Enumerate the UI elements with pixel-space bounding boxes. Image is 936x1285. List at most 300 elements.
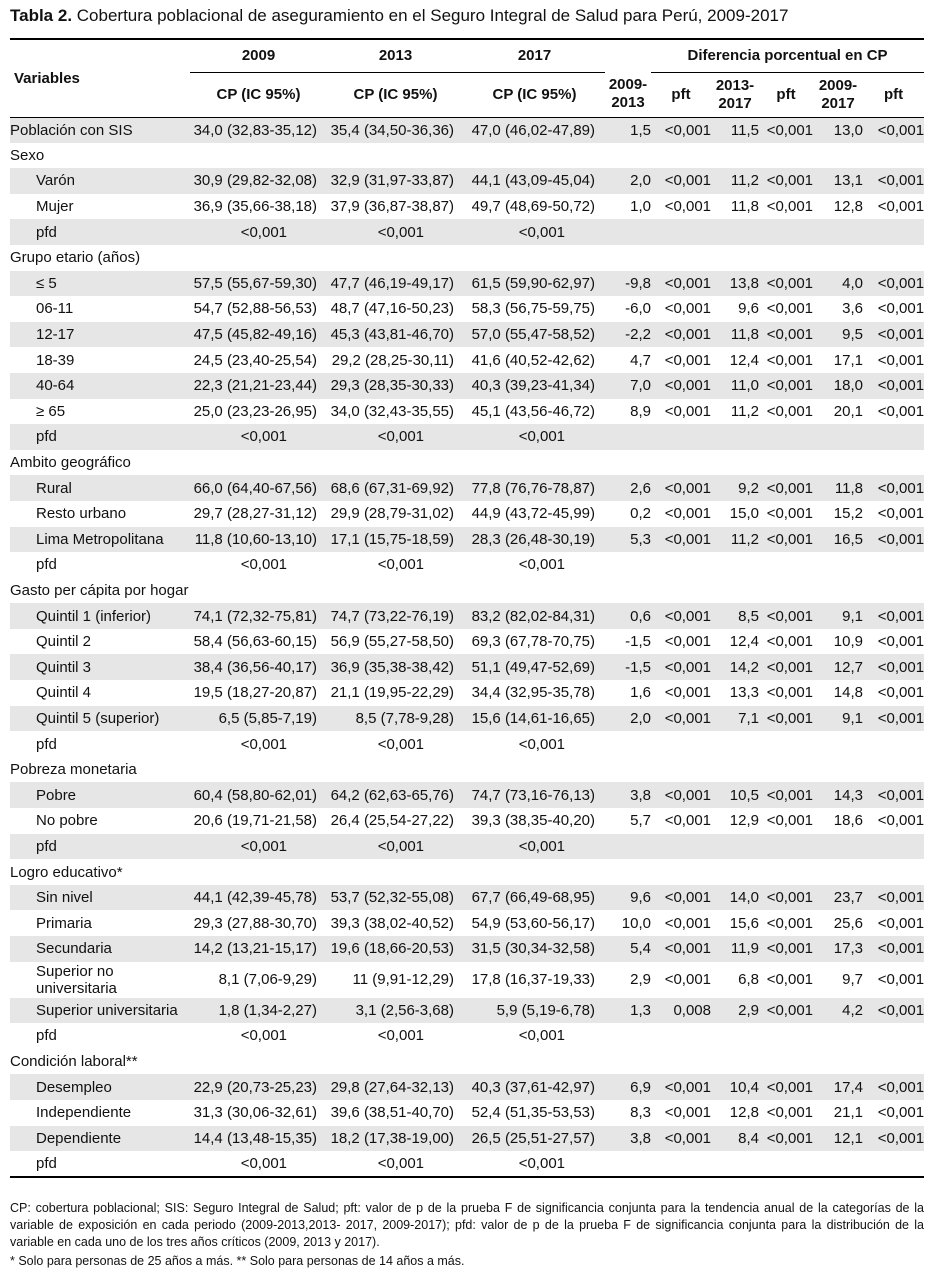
pft-cell: <0,001 (651, 782, 711, 808)
row-label: Grupo etario (años) (10, 249, 141, 267)
row-label: Sin nivel (10, 885, 190, 911)
diff-cell: 0,6 (605, 603, 651, 629)
cp-cell: 45,3 (43,81-46,70) (327, 322, 464, 348)
pft-cell: <0,001 (759, 654, 813, 680)
header-variables: Variables (10, 39, 190, 117)
diff-cell: 11,2 (711, 527, 759, 553)
cp-cell: 11,8 (10,60-13,10) (190, 527, 327, 553)
pft-cell: <0,001 (863, 373, 924, 399)
diff-cell: 11,8 (813, 475, 863, 501)
pfd-cell: <0,001 (518, 1027, 565, 1045)
diff-cell: 9,2 (711, 475, 759, 501)
row-label: pfd (36, 1027, 57, 1045)
diff-cell: 12,8 (833, 198, 863, 216)
cp-cell: 64,2 (62,63-65,76) (327, 782, 464, 808)
pft-cell: <0,001 (664, 812, 711, 830)
cp-cell: 83,2 (82,02-84,31) (464, 603, 605, 629)
table-row (10, 962, 924, 998)
cp-cell: 74,1 (72,32-75,81) (190, 603, 327, 629)
cp-cell: 61,5 (59,90-62,97) (464, 271, 605, 297)
header-d2: 2013-2017 (715, 76, 755, 112)
diff-cell: 15,2 (833, 505, 863, 523)
cp-cell: 36,9 (35,38-38,42) (327, 654, 464, 680)
diff-cell: 2,0 (605, 706, 651, 732)
diff-cell: 12,9 (729, 812, 759, 830)
pft-cell: <0,001 (863, 936, 924, 962)
cp-cell: 29,2 (28,25-30,11) (331, 351, 454, 369)
table-row (10, 194, 924, 220)
cp-cell: 1,8 (1,34-2,27) (190, 998, 327, 1024)
cp-cell: 17,8 (16,37-19,33) (471, 971, 595, 989)
row-label: Ambito geográfico (10, 454, 131, 472)
pfd-cell: <0,001 (190, 219, 327, 245)
pft-cell: <0,001 (863, 706, 924, 732)
cp-cell: 49,7 (48,69-50,72) (471, 198, 595, 216)
diff-cell: 11,8 (711, 322, 759, 348)
pft-cell: <0,001 (863, 117, 924, 143)
header-d1: 2009-2013 (608, 76, 648, 112)
pfd-cell: <0,001 (240, 735, 287, 753)
diff-cell: 2,9 (630, 971, 651, 989)
pft-cell: <0,001 (766, 812, 813, 830)
pft-cell: <0,001 (651, 885, 711, 911)
cp-cell: 40,3 (37,61-42,97) (464, 1074, 605, 1100)
pfd-row (10, 219, 924, 245)
group-row (10, 245, 924, 271)
pft-cell: <0,001 (766, 300, 813, 318)
pft-cell: <0,001 (664, 971, 711, 989)
cp-cell: 29,3 (27,88-30,70) (193, 914, 317, 932)
row-label: ≥ 65 (36, 402, 66, 420)
pft-cell: <0,001 (863, 1126, 924, 1152)
diff-cell: 3,6 (842, 300, 863, 318)
pfd-cell: <0,001 (518, 556, 565, 574)
diff-cell: 8,9 (630, 402, 651, 420)
row-label: 06-11 (36, 300, 74, 318)
pft-cell: <0,001 (863, 322, 924, 348)
pft-cell: <0,001 (759, 322, 813, 348)
cp-cell: 41,6 (40,52-42,62) (471, 351, 595, 369)
table-row (10, 885, 924, 911)
diff-cell: 4,0 (813, 271, 863, 297)
diff-cell: 13,1 (813, 168, 863, 194)
pft-cell: <0,001 (863, 475, 924, 501)
row-label: Lima Metropolitana (10, 527, 190, 553)
pft-cell: <0,001 (863, 885, 924, 911)
diff-cell: 12,1 (813, 1126, 863, 1152)
diff-cell: 13,0 (813, 117, 863, 143)
cp-cell: 3,1 (2,56-3,68) (327, 998, 464, 1024)
pft-cell: <0,001 (877, 351, 925, 369)
cp-cell: 53,7 (52,32-55,08) (327, 885, 464, 911)
group-row (10, 859, 924, 885)
cp-cell: 54,9 (53,60-56,17) (471, 914, 595, 932)
diff-cell: 8,5 (711, 603, 759, 629)
table-row (10, 910, 924, 936)
diff-cell: 10,4 (711, 1074, 759, 1100)
diff-cell: 18,0 (813, 373, 863, 399)
cp-cell: 34,4 (32,95-35,78) (471, 684, 595, 702)
cp-cell: 29,3 (28,35-30,33) (327, 373, 464, 399)
pft-cell: <0,001 (759, 117, 813, 143)
row-label: Pobre (10, 782, 190, 808)
diff-cell: 8,3 (630, 1104, 651, 1122)
cp-cell: 74,7 (73,22-76,19) (327, 603, 464, 629)
cp-cell: 14,2 (13,21-15,17) (190, 936, 327, 962)
pfd-row (10, 1151, 924, 1177)
cp-cell: 48,7 (47,16-50,23) (330, 300, 454, 318)
diff-cell: -1,5 (625, 633, 651, 651)
pfd-cell: <0,001 (190, 424, 327, 450)
pfd-row (10, 552, 924, 578)
pfd-cell: <0,001 (518, 1154, 565, 1172)
pfd-cell: <0,001 (377, 735, 424, 753)
diff-cell: 10,9 (833, 633, 863, 651)
pfd-cell: <0,001 (240, 556, 287, 574)
cp-cell: 26,4 (25,54-27,22) (330, 812, 454, 830)
cp-cell: 44,9 (43,72-45,99) (471, 505, 595, 523)
cp-cell: 58,4 (56,63-60,15) (193, 633, 317, 651)
cp-cell: 24,5 (23,40-25,54) (193, 351, 317, 369)
diff-cell: 9,5 (813, 322, 863, 348)
diff-cell: 3,8 (605, 782, 651, 808)
pfd-cell: <0,001 (327, 424, 464, 450)
pft-cell: <0,001 (877, 812, 925, 830)
header-2013: 2013 (327, 39, 464, 72)
pft-cell: <0,001 (664, 402, 711, 420)
table-row (10, 808, 924, 834)
diff-cell: 11,2 (711, 168, 759, 194)
pft-cell: <0,001 (863, 527, 924, 553)
caption-text: Cobertura poblacional de aseguramiento en el Seguro Integral de Salud para Perú, 2009-2017 (72, 6, 789, 25)
row-label: Logro educativo* (10, 863, 123, 881)
row-label: Resto urbano (36, 505, 127, 523)
cp-cell: 44,1 (43,09-45,04) (464, 168, 605, 194)
footnote-2: * Solo para personas de 25 años a más. ** Solo para personas de 14 años a más. (10, 1254, 465, 1268)
group-row (10, 578, 924, 604)
diff-cell: 11,2 (730, 402, 759, 420)
cp-cell: 21,1 (19,95-22,29) (330, 684, 454, 702)
row-label: pfd (10, 834, 190, 860)
pft-cell: <0,001 (766, 971, 813, 989)
diff-cell: 9,1 (813, 706, 863, 732)
pft-cell: <0,001 (863, 603, 924, 629)
pfd-cell: <0,001 (377, 1027, 424, 1045)
pft-cell: <0,001 (877, 684, 925, 702)
diff-cell: 2,0 (605, 168, 651, 194)
pft-cell: <0,001 (651, 1126, 711, 1152)
diff-cell: 17,1 (833, 351, 863, 369)
row-label: Independiente (36, 1104, 132, 1122)
cp-cell: 22,3 (21,21-23,44) (190, 373, 327, 399)
diff-cell: 5,4 (605, 936, 651, 962)
diff-cell: 5,7 (630, 812, 651, 830)
cp-cell: 32,9 (31,97-33,87) (327, 168, 464, 194)
pfd-cell: <0,001 (464, 834, 605, 860)
pft-cell: <0,001 (766, 351, 813, 369)
diff-cell: 1,6 (630, 684, 651, 702)
pft-cell: <0,001 (766, 684, 813, 702)
pft-cell: <0,001 (651, 603, 711, 629)
diff-cell: 3,8 (605, 1126, 651, 1152)
diff-cell: 7,1 (711, 706, 759, 732)
cp-cell: 18,2 (17,38-19,00) (327, 1126, 464, 1152)
pfd-row (10, 731, 924, 757)
table-row (10, 936, 924, 962)
row-label: Quintil 1 (inferior) (10, 603, 190, 629)
cp-cell: 67,7 (66,49-68,95) (464, 885, 605, 911)
row-label: Superior universitaria (10, 998, 190, 1024)
table-row (10, 680, 924, 706)
cp-cell: 8,5 (7,78-9,28) (327, 706, 464, 732)
pfd-row (10, 834, 924, 860)
pft-cell: <0,001 (759, 782, 813, 808)
header-2009: 2009 (190, 39, 327, 72)
table-row (10, 501, 924, 527)
pfd-cell: <0,001 (327, 219, 464, 245)
diff-cell: 4,2 (813, 998, 863, 1024)
row-label: Condición laboral** (10, 1053, 138, 1071)
cp-cell: 40,3 (39,23-41,34) (464, 373, 605, 399)
pft-cell: <0,001 (759, 603, 813, 629)
pft-cell: <0,001 (664, 684, 711, 702)
diff-cell: -2,2 (605, 322, 651, 348)
diff-cell: 2,9 (711, 998, 759, 1024)
pfd-cell: <0,001 (464, 219, 605, 245)
diff-cell: 12,4 (729, 633, 759, 651)
diff-cell: -6,0 (625, 300, 651, 318)
header-p2: pft (776, 86, 796, 103)
row-label: Pobreza monetaria (10, 761, 137, 779)
row-label: No pobre (36, 812, 98, 830)
row-label: Población con SIS (10, 117, 190, 143)
row-label: 40-64 (10, 373, 190, 399)
pft-cell: <0,001 (766, 198, 813, 216)
pft-cell: <0,001 (759, 706, 813, 732)
pft-cell: <0,001 (651, 168, 711, 194)
row-label: Sexo (10, 146, 45, 164)
pft-cell: <0,001 (759, 271, 813, 297)
cp-cell: 30,9 (29,82-32,08) (190, 168, 327, 194)
row-label: 12-17 (10, 322, 190, 348)
cp-cell: 47,7 (46,19-49,17) (327, 271, 464, 297)
pft-cell: <0,001 (759, 885, 813, 911)
row-label: pfd (36, 735, 57, 753)
table-row (10, 603, 924, 629)
pft-cell: <0,001 (877, 300, 925, 318)
row-label: Secundaria (10, 936, 190, 962)
cp-cell: 69,3 (67,78-70,75) (471, 633, 595, 651)
cp-cell: 37,9 (36,87-38,87) (330, 198, 454, 216)
diff-cell: 12,4 (729, 351, 759, 369)
table-row (10, 322, 924, 348)
row-label: 18-39 (36, 351, 75, 369)
header-diff: Diferencia porcentual en CP (651, 39, 924, 72)
header-row-1 (10, 39, 924, 72)
pft-cell: <0,001 (651, 322, 711, 348)
diff-cell: 9,6 (605, 885, 651, 911)
diff-cell: 6,8 (738, 971, 759, 989)
pfd-row (10, 1023, 924, 1049)
pfd-cell: <0,001 (240, 1027, 287, 1045)
diff-cell: 11,5 (711, 117, 759, 143)
diff-cell: 14,2 (711, 654, 759, 680)
row-label: Quintil 2 (36, 633, 92, 651)
cp-cell: 15,6 (14,61-16,65) (464, 706, 605, 732)
table-row (10, 1100, 924, 1126)
group-row (10, 143, 924, 169)
pft-cell: <0,001 (664, 633, 711, 651)
diff-cell: 25,6 (833, 914, 863, 932)
cp-cell: 29,8 (27,64-32,13) (327, 1074, 464, 1100)
diff-cell: 10,5 (711, 782, 759, 808)
table-row (10, 373, 924, 399)
pft-cell: <0,001 (759, 168, 813, 194)
group-row (10, 1049, 924, 1075)
cp-cell: 68,6 (67,31-69,92) (327, 475, 464, 501)
pft-cell: <0,001 (759, 373, 813, 399)
cp-cell: 5,9 (5,19-6,78) (464, 998, 605, 1024)
cp-cell: 26,5 (25,51-27,57) (464, 1126, 605, 1152)
header-cp-2017: CP (IC 95%) (492, 86, 577, 103)
table-row (10, 168, 924, 194)
pft-cell: <0,001 (664, 351, 711, 369)
diff-cell: 7,0 (605, 373, 651, 399)
pft-cell: <0,001 (651, 936, 711, 962)
cp-cell: 57,5 (55,67-59,30) (190, 271, 327, 297)
cp-cell: 34,0 (32,43-35,55) (330, 402, 454, 420)
row-label: Superior no universitaria (36, 962, 117, 997)
pft-cell: <0,001 (651, 271, 711, 297)
diff-cell: 15,6 (729, 914, 759, 932)
diff-cell: 4,7 (630, 351, 651, 369)
row-label: Dependiente (10, 1126, 190, 1152)
table-row (10, 782, 924, 808)
pft-cell: <0,001 (863, 782, 924, 808)
row-label: Desempleo (10, 1074, 190, 1100)
table-row (10, 399, 924, 425)
cp-cell: 60,4 (58,80-62,01) (190, 782, 327, 808)
table-row (10, 117, 924, 143)
caption-label: Tabla 2. (10, 6, 73, 25)
pft-cell: <0,001 (766, 1104, 813, 1122)
diff-cell: -1,5 (605, 654, 651, 680)
header-d3: 2009-2017 (818, 76, 858, 112)
cp-cell: 20,6 (19,71-21,58) (193, 812, 317, 830)
pft-cell: <0,001 (759, 936, 813, 962)
pft-cell: <0,001 (651, 475, 711, 501)
diff-cell: 6,9 (605, 1074, 651, 1100)
header-cp-2013: CP (IC 95%) (353, 86, 438, 103)
diff-cell: 9,1 (813, 603, 863, 629)
pft-cell: <0,001 (766, 505, 813, 523)
row-label: pfd (36, 556, 57, 574)
cp-cell: 51,1 (49,47-52,69) (464, 654, 605, 680)
table-row (10, 629, 924, 655)
pft-cell: <0,001 (877, 1104, 925, 1122)
cp-cell: 14,4 (13,48-15,35) (190, 1126, 327, 1152)
cp-cell: 54,7 (52,88-56,53) (193, 300, 317, 318)
diff-cell: 23,7 (813, 885, 863, 911)
diff-cell: 14,3 (813, 782, 863, 808)
pfd-cell: <0,001 (240, 1154, 287, 1172)
diff-cell: 14,0 (711, 885, 759, 911)
pft-cell: <0,001 (863, 998, 924, 1024)
table-body (10, 117, 924, 1177)
pft-cell: <0,001 (863, 654, 924, 680)
row-label: Rural (10, 475, 190, 501)
diff-cell: 10,0 (621, 914, 651, 932)
pft-cell: 0,008 (651, 998, 711, 1024)
table-row (10, 296, 924, 322)
pft-cell: <0,001 (759, 998, 813, 1024)
table-caption (10, 6, 788, 26)
pfd-row (10, 424, 924, 450)
cp-cell: 47,5 (45,82-49,16) (190, 322, 327, 348)
pft-cell: <0,001 (759, 1126, 813, 1152)
header-p1: pft (671, 86, 691, 103)
cp-cell: 39,3 (38,35-40,20) (471, 812, 595, 830)
diff-cell: 13,3 (729, 684, 759, 702)
pft-cell: <0,001 (877, 971, 925, 989)
pft-cell: <0,001 (651, 117, 711, 143)
coverage-table (10, 38, 924, 1178)
cp-cell: 56,9 (55,27-58,50) (330, 633, 454, 651)
table-row (10, 527, 924, 553)
cp-cell: 8,1 (7,06-9,29) (218, 971, 317, 989)
row-label: pfd (10, 219, 190, 245)
diff-cell: 11,9 (711, 936, 759, 962)
diff-cell: 17,3 (813, 936, 863, 962)
table-row (10, 1074, 924, 1100)
pfd-cell: <0,001 (377, 1154, 424, 1172)
diff-cell: 5,3 (605, 527, 651, 553)
pft-cell: <0,001 (664, 300, 711, 318)
cp-cell: 66,0 (64,40-67,56) (190, 475, 327, 501)
cp-cell: 19,6 (18,66-20,53) (327, 936, 464, 962)
cp-cell: 74,7 (73,16-76,13) (464, 782, 605, 808)
cp-cell: 44,1 (42,39-45,78) (190, 885, 327, 911)
cp-cell: 34,0 (32,83-35,12) (190, 117, 327, 143)
diff-cell: 17,4 (813, 1074, 863, 1100)
diff-cell: 14,8 (833, 684, 863, 702)
pft-cell: <0,001 (877, 198, 925, 216)
table-row (10, 347, 924, 373)
cp-cell: 19,5 (18,27-20,87) (193, 684, 317, 702)
cp-cell: 28,3 (26,48-30,19) (464, 527, 605, 553)
row-label: pfd (36, 1154, 57, 1172)
diff-cell: 21,1 (833, 1104, 863, 1122)
pft-cell: <0,001 (664, 1104, 711, 1122)
cp-cell: 47,0 (46,02-47,89) (464, 117, 605, 143)
pft-cell: <0,001 (759, 527, 813, 553)
pft-cell: <0,001 (863, 168, 924, 194)
table-row (10, 706, 924, 732)
row-label: Mujer (36, 198, 74, 216)
pft-cell: <0,001 (664, 505, 711, 523)
diff-cell: 20,1 (833, 402, 863, 420)
cp-cell: 29,9 (28,79-31,02) (330, 505, 454, 523)
cp-cell: 22,9 (20,73-25,23) (190, 1074, 327, 1100)
diff-cell: 9,7 (842, 971, 863, 989)
footnote: CP: cobertura poblacional; SIS: Seguro Integral de Salud; pft: valor de p de la prueba F de significancia conjunta para la tendencia anual de la categorías de la variable de exposición en cada periodo (2009-2013,2013- 2017, 2009-2017); pfd: valor de p de la prueba F de significancia conjunta para la distribución de la variable en cada uno de los tres años críticos (2009, 2013 y 2017). (10, 1201, 924, 1249)
row-label: Quintil 5 (superior) (10, 706, 190, 732)
row-label: ≤ 5 (10, 271, 190, 297)
diff-cell: 12,8 (729, 1104, 759, 1122)
pft-cell: <0,001 (664, 198, 711, 216)
pft-cell: <0,001 (877, 402, 925, 420)
diff-cell: 15,0 (729, 505, 759, 523)
